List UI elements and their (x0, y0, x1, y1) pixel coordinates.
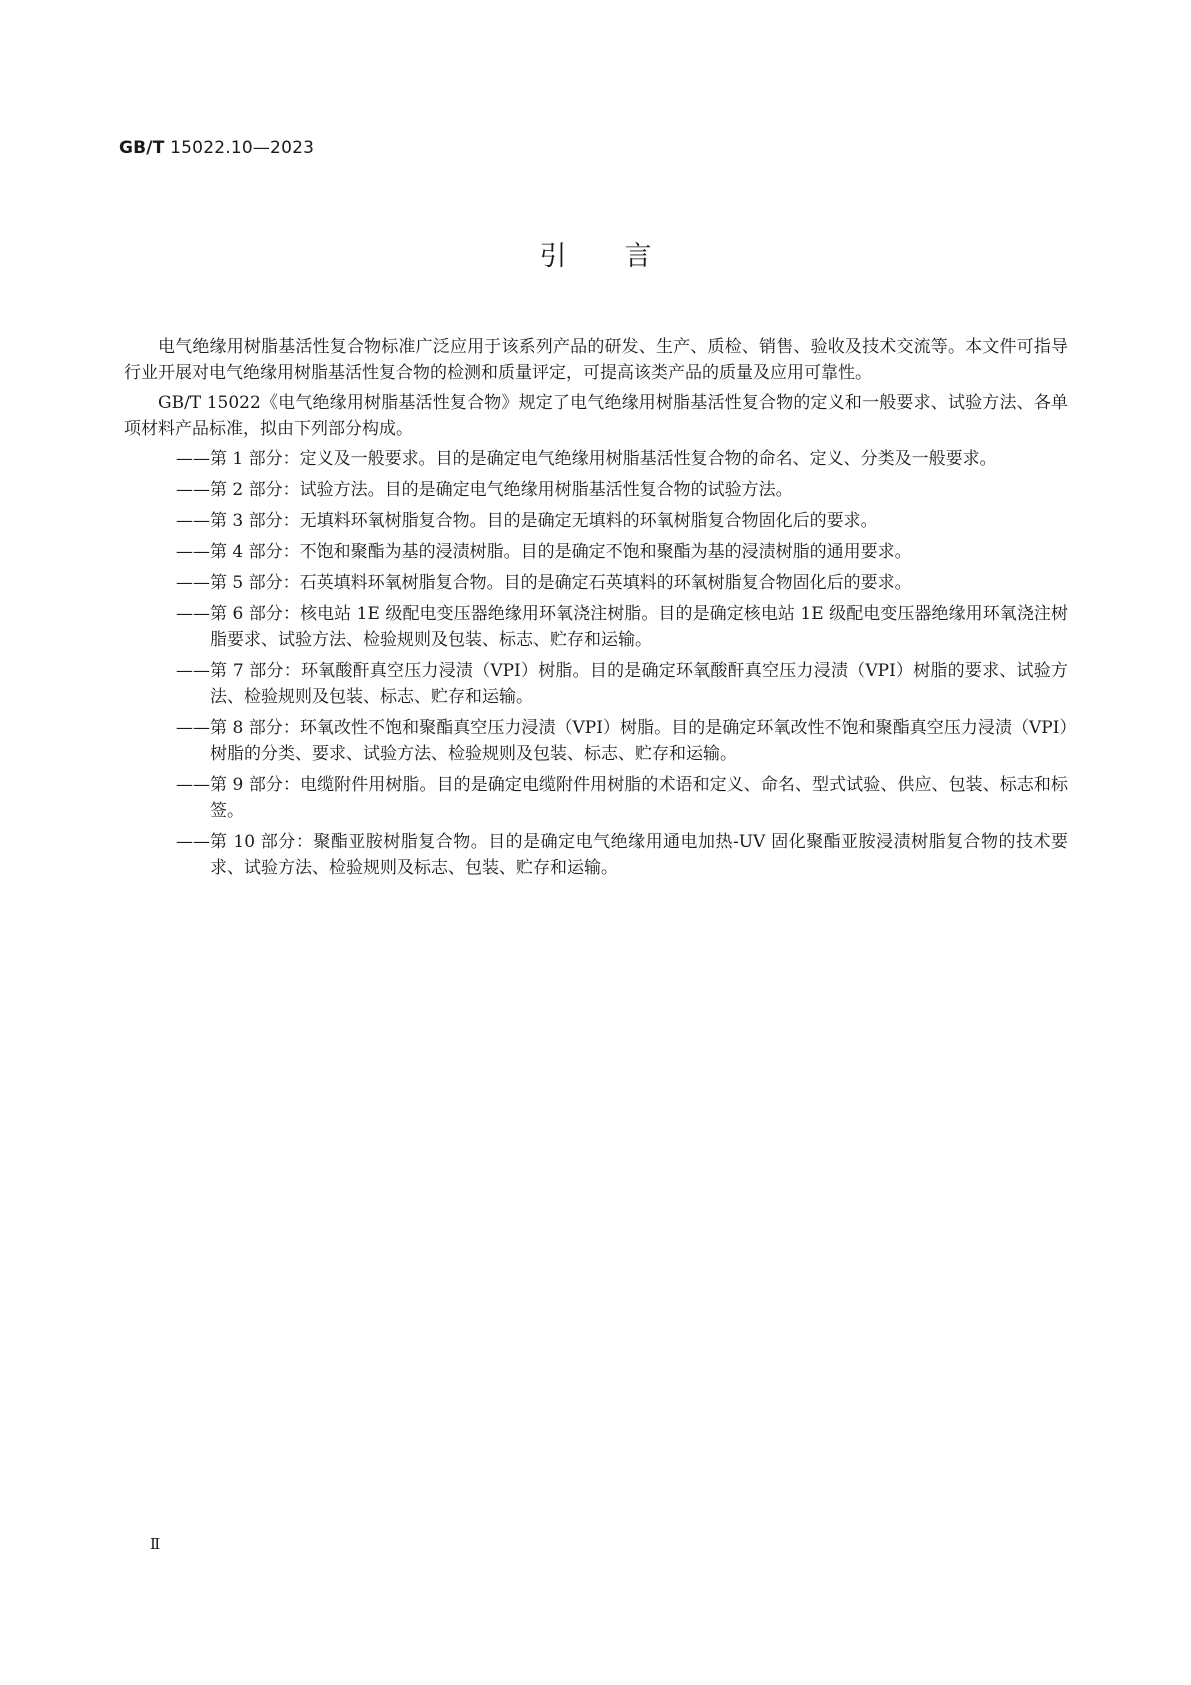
standard-code-header (119, 138, 314, 158)
list-dash: —— (176, 718, 210, 738)
list-item-text: 第 2 部分：试验方法。目的是确定电气绝缘用树脂基活性复合物的试验方法。 (210, 480, 793, 500)
list-item-text: 第 5 部分：石英填料环氧树脂复合物。目的是确定石英填料的环氧树脂复合物固化后的要求。 (210, 573, 912, 593)
intro-paragraph: 电气绝缘用树脂基活性复合物标准广泛应用于该系列产品的研发、生产、质检、销售、验收及技术交流等。本文件可指导行业开展对电气绝缘用树脂基活性复合物的检测和质量评定，可提高该类产品的质量及应用可靠性。 (124, 337, 1068, 383)
list-item (124, 570, 1068, 596)
parts-list (124, 446, 1068, 881)
list-item (124, 508, 1068, 534)
list-item (124, 477, 1068, 503)
list-item (124, 715, 1068, 767)
list-item-text: 第 3 部分：无填料环氧树脂复合物。目的是确定无填料的环氧树脂复合物固化后的要求。 (210, 511, 878, 531)
list-item-text: 第 6 部分：核电站 1E 级配电变压器绝缘用环氧浇注树脂。目的是确定核电站 1E 级配电变压器绝缘用环氧浇注树脂要求、试验方法、检验规则及包装、标志、贮存和运输。 (210, 604, 1068, 650)
list-dash: —— (176, 511, 210, 531)
list-dash: —— (176, 604, 210, 624)
list-dash: —— (176, 661, 210, 681)
list-dash: —— (176, 775, 210, 795)
list-item (124, 772, 1068, 824)
list-item (124, 446, 1068, 472)
list-dash: —— (176, 573, 210, 593)
list-item (124, 539, 1068, 565)
page-title: 引言 (539, 241, 710, 272)
list-item-text: 第 9 部分：电缆附件用树脂。目的是确定电缆附件用树脂的术语和定义、命名、型式试验、供应、包装、标志和标签。 (210, 775, 1068, 821)
list-item (124, 658, 1068, 710)
list-dash: —— (176, 480, 210, 500)
list-item (124, 829, 1068, 881)
list-dash: —— (176, 832, 210, 852)
page-number: Ⅱ (150, 1535, 161, 1553)
list-dash: —— (176, 542, 210, 562)
list-item-text: 第 4 部分：不饱和聚酯为基的浸渍树脂。目的是确定不饱和聚酯为基的浸渍树脂的通用要求。 (210, 542, 912, 562)
list-item-text: 第 10 部分：聚酯亚胺树脂复合物。目的是确定电气绝缘用通电加热-UV 固化聚酯亚胺浸渍树脂复合物的技术要求、试验方法、检验规则及标志、包装、贮存和运输。 (210, 832, 1068, 878)
list-item-text: 第 1 部分：定义及一般要求。目的是确定电气绝缘用树脂基活性复合物的命名、定义、分类及一般要求。 (210, 449, 997, 469)
list-dash: —— (176, 449, 210, 469)
document-body (124, 334, 1068, 886)
standard-prefix: GB/T (119, 138, 165, 158)
list-item (124, 601, 1068, 653)
list-item-text: 第 8 部分：环氧改性不饱和聚酯真空压力浸渍（VPI）树脂。目的是确定环氧改性不饱和聚酯真空压力浸渍（VPI）树脂的分类、要求、试验方法、检验规则及包装、标志、贮存和运输。 (210, 718, 1068, 764)
list-item-text: 第 7 部分：环氧酸酐真空压力浸渍（VPI）树脂。目的是确定环氧酸酐真空压力浸渍（VPI）树脂的要求、试验方法、检验规则及包装、标志、贮存和运输。 (210, 661, 1068, 707)
standard-number: 15022.10—2023 (170, 138, 315, 158)
structure-paragraph: GB/T 15022《电气绝缘用树脂基活性复合物》规定了电气绝缘用树脂基活性复合物的定义和一般要求、试验方法、各单项材料产品标准，拟由下列部分构成。 (124, 393, 1068, 439)
